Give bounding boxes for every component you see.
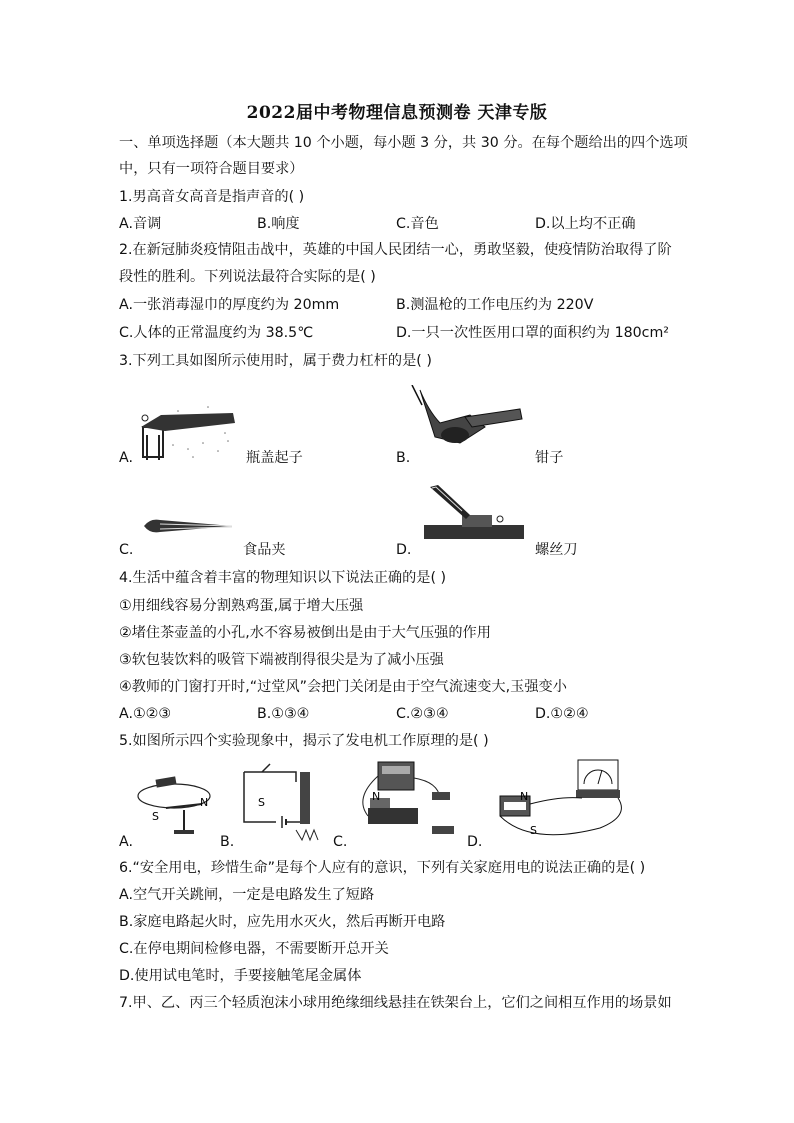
q4-statement-4: ④教师的门窗打开时,“过堂风”会把门关闭是由于空气流速变大,玉强变小	[119, 679, 567, 695]
q2-option-b: B.测温枪的工作电压约为 220V	[396, 297, 594, 313]
q6-option-c: C.在停电期间检修电器，不需要断开总开关	[119, 941, 389, 957]
q5-option-a-letter: A.	[119, 834, 133, 850]
q5d-s-label: S	[530, 824, 537, 837]
q5c-n-label: N	[372, 790, 381, 803]
q1-stem: 1.男高音女高音是指声音的( )	[119, 189, 305, 205]
q4-option-b: B.①③④	[257, 706, 310, 722]
q3-option-d-caption: 螺丝刀	[535, 542, 578, 558]
q4-statement-1: ①用细线容易分割熟鸡蛋,属于增大压强	[119, 598, 364, 614]
food-tongs-image	[140, 512, 240, 542]
q3-option-c-letter: C.	[119, 542, 134, 558]
q3-option-b-letter: B.	[396, 450, 411, 466]
q2-stem-line1: 2.在新冠肺炎疫情阻击战中，英雄的中国人民团结一心，勇敢坚毅，使疫情防治取得了阶	[119, 242, 672, 258]
q3-option-a-letter: A.	[119, 450, 133, 466]
q5-stem: 5.如图所示四个实验现象中，揭示了发电机工作原理的是( )	[119, 733, 489, 749]
q6-option-d: D.使用试电笔时，手要接触笔尾金属体	[119, 968, 362, 984]
q5-option-b-letter: B.	[220, 834, 235, 850]
q3-option-a-caption: 瓶盖起子	[246, 450, 303, 466]
compass-needle-wire-image	[134, 770, 220, 840]
generator-galvanometer-image	[490, 756, 640, 846]
q2-stem-line2: 段性的胜利。下列说法最符合实际的是( )	[119, 269, 376, 285]
q2-option-c: C.人体的正常温度约为 38.5℃	[119, 325, 314, 341]
q4-stem: 4.生活中蕴含着丰富的物理知识以下说法正确的是( )	[119, 570, 447, 586]
q5a-n-label: N	[200, 796, 209, 809]
q5a-s-label: S	[152, 810, 159, 823]
q3-option-b-caption: 钳子	[535, 450, 564, 466]
q5-option-c-letter: C.	[333, 834, 348, 850]
motor-apparatus-image	[348, 758, 460, 842]
q6-option-b: B.家庭电路起火时，应先用水灭火，然后再断开电路	[119, 914, 446, 930]
page-title: 2022届中考物理信息预测卷 天津专版	[246, 103, 548, 123]
q3-stem: 3.下列工具如图所示使用时，属于费力杠杆的是( )	[119, 353, 432, 369]
q7-stem: 7.甲、乙、丙三个轻质泡沫小球用绝缘细线悬挂在铁架台上，它们之间相互作用的场景如	[119, 995, 672, 1011]
q4-option-d: D.①②④	[535, 706, 589, 722]
q6-option-a: A.空气开关跳闸，一定是电路发生了短路	[119, 887, 375, 903]
q4-option-a: A.①②③	[119, 706, 172, 722]
q1-option-c: C.音色	[396, 216, 439, 232]
q5-option-d-letter: D.	[467, 834, 483, 850]
q4-statement-3: ③软包装饮料的吸管下端被削得很尖是为了减小压强	[119, 652, 444, 668]
pliers-image	[410, 385, 530, 455]
q1-option-d: D.以上均不正确	[535, 216, 636, 232]
q5d-n-label: N	[520, 790, 529, 803]
section-heading-line2: 中，只有一项符合题目要求）	[119, 161, 304, 177]
q3-option-c-caption: 食品夹	[243, 542, 286, 558]
electromagnet-circuit-image	[236, 762, 326, 842]
q6-stem: 6.“安全用电，珍惜生命”是每个人应有的意识，下列有关家庭用电的说法正确的是( )	[119, 860, 646, 876]
q4-statement-2: ②堵住茶壶盖的小孔,水不容易被倒出是由于大气压强的作用	[119, 625, 491, 641]
q5b-s-label: S	[258, 796, 265, 809]
bottle-opener-image	[133, 405, 243, 465]
screwdriver-image	[422, 485, 532, 545]
q2-option-a: A.一张消毒湿巾的厚度约为 20mm	[119, 297, 340, 313]
q1-option-b: B.响度	[257, 216, 300, 232]
q2-option-d: D.一只一次性医用口罩的面积约为 180cm²	[396, 325, 669, 341]
q4-option-c: C.②③④	[396, 706, 449, 722]
q1-option-a: A.音调	[119, 216, 162, 232]
q3-option-d-letter: D.	[396, 542, 412, 558]
section-heading-line1: 一、单项选择题（本大题共 10 个小题，每小题 3 分，共 30 分。在每个题给出的四个选项	[119, 135, 688, 151]
